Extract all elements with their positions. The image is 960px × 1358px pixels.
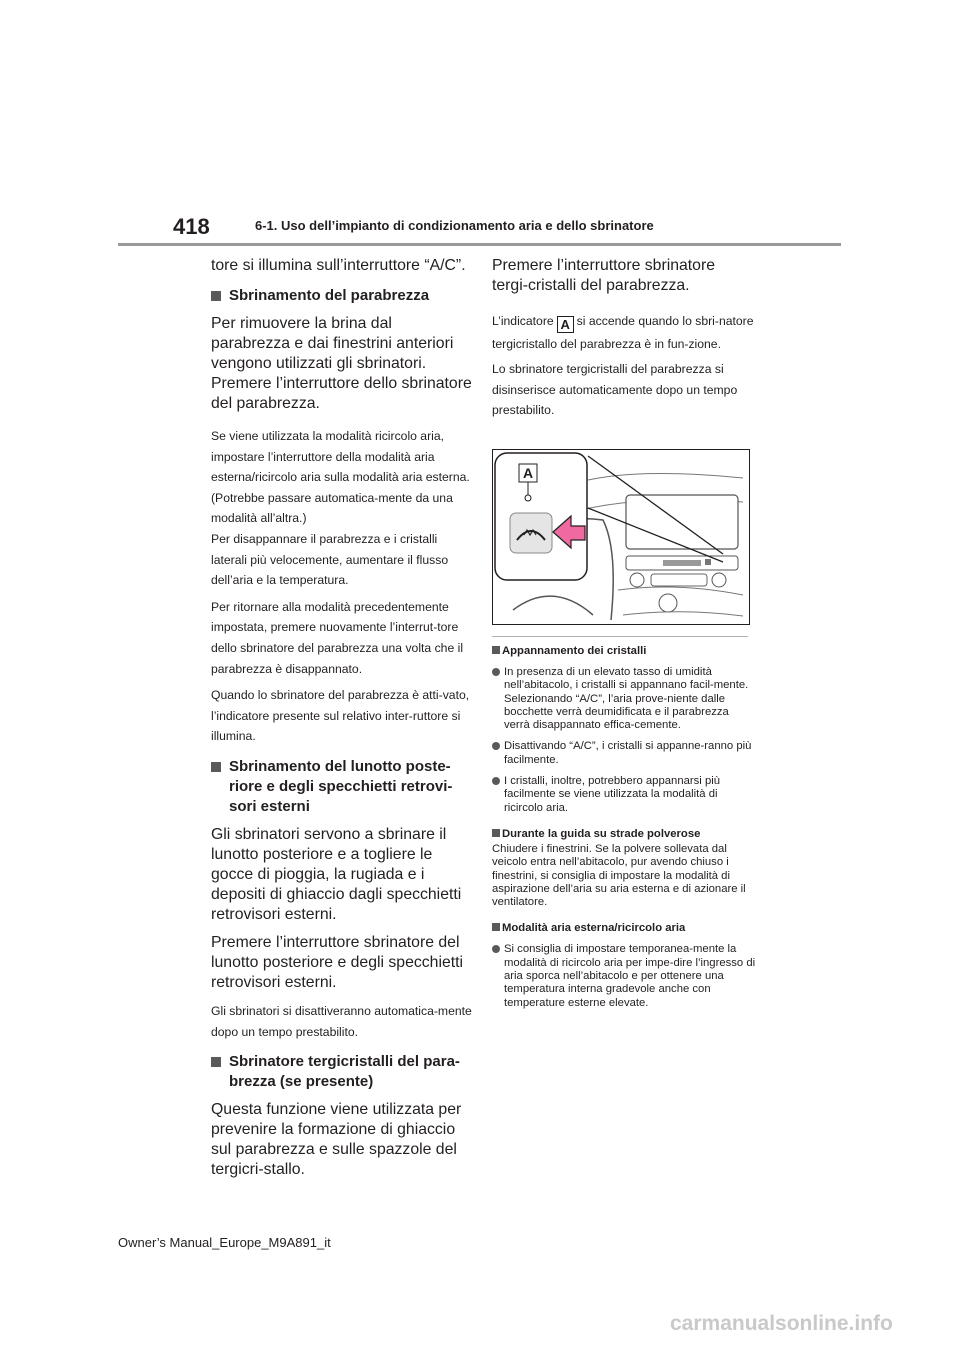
- note-paragraph: Per ritornare alla modalità precedentemente impostata, premere nuovamente l’interrut-tore dello sbrinatore del parabrezza una volta che il parabrezza è disappannato.: [211, 599, 464, 676]
- square-bullet-icon: [492, 646, 500, 654]
- round-bullet-icon: [492, 668, 500, 676]
- body-paragraph: Premere l’interruttore sbrinatore tergi-cristalli del parabrezza.: [492, 257, 715, 294]
- left-column: [211, 256, 473, 1180]
- note-paragraph: Lo sbrinatore tergicristalli del parabrezza si disinserisce automaticamente dopo un tempo prestabilito.: [492, 362, 738, 418]
- note-paragraph: Se viene utilizzata la modalità ricircolo aria, impostare l’interruttore della modalità aria esterna/ricircolo aria sulla modalità aria esterna. (Potrebbe passare automatica-mente da una modalità all’altra.): [211, 429, 470, 526]
- body-paragraph: Premere l’interruttore dello sbrinatore del parabrezza.: [211, 375, 472, 412]
- dashboard-illustration: [492, 449, 750, 625]
- note-paragraph: Chiudere i finestrini. Se la polvere sollevata dal veicolo entra nell’abitacolo, pur avendo chiuso i finestrini, si consiglia di impostare la modalità di aspirazione dell’aria su aria esterna e di azionare il ventilatore.: [492, 842, 746, 909]
- indicator-a-label: A: [557, 316, 574, 333]
- square-bullet-icon: [211, 762, 221, 772]
- section-heading-windshield-defrost: Sbrinamento del parabrezza: [211, 286, 473, 306]
- note-paragraph: Gli sbrinatori si disattiveranno automatica-mente dopo un tempo prestabilito.: [211, 1003, 472, 1039]
- note-paragraph: Per disappannare il parabrezza e i cristalli laterali più velocemente, aumentare il flusso dell’aria e la temperatura.: [211, 531, 449, 588]
- right-column-top: [492, 256, 754, 421]
- body-paragraph: Gli sbrinatori servono a sbrinare il lunotto posteriore e a togliere le gocce di pioggia, la rugiada e i depositi di ghiaccio dagli specchietti retrovisori esterni.: [211, 825, 462, 923]
- round-bullet-icon: [492, 945, 500, 953]
- indicator-note: L’indicatore A si accende quando lo sbri-natore tergicristallo del parabrezza è in fun-zione.: [492, 314, 754, 351]
- header-rule: [118, 243, 841, 246]
- bullet-item: I cristalli, inoltre, potrebbero appannarsi più facilmente se viene utilizzata la modalità di ricircolo aria.: [492, 775, 756, 815]
- chapter-title: 6-1. Uso dell’impianto di condizionamento aria e dello sbrinatore: [255, 218, 654, 233]
- square-bullet-icon: [211, 291, 221, 301]
- bullet-item: In presenza di un elevato tasso di umidità nell’abitacolo, i cristalli si appannano facil-mente. Selezionando “A/C”, l’aria prove-niente dalle bocchette verrà deumidificata e il parabrezza verrà disappannato effica-cemente.: [492, 666, 756, 732]
- footer-text: Owner’s Manual_Europe_M9A891_it: [118, 1235, 331, 1250]
- note-heading-fogging: Appannamento dei cristalli: [492, 644, 756, 658]
- figure-callout-a: A: [522, 465, 534, 481]
- bullet-item: Si consiglia di impostare temporanea-mente la modalità di ricircolo aria per impe-dire l’ingresso di aria sporca nell’abitacolo e per ottenere una temperatura interna gradevole anche con temperature esterne elevate.: [492, 943, 756, 1009]
- figure-divider: [492, 636, 748, 637]
- section-heading-wiper-deicer: Sbrinatore tergicristalli del para-brezza (se presente): [211, 1052, 473, 1092]
- section-heading-rear-defrost: Sbrinamento del lunotto poste-riore e degli specchietti retrovi-sori esterni: [211, 757, 473, 817]
- square-bullet-icon: [492, 829, 500, 837]
- body-paragraph: Questa funzione viene utilizzata per prevenire la formazione di ghiaccio sul parabrezza e sulle spazzole del tergicri-stallo.: [211, 1101, 462, 1179]
- round-bullet-icon: [492, 742, 500, 750]
- body-paragraph: Per rimuovere la brina dal parabrezza e dai finestrini anteriori vengono utilizzati gli sbrinatori.: [211, 315, 454, 372]
- square-bullet-icon: [492, 923, 500, 931]
- watermark: carmanualsonline.info: [670, 1312, 893, 1335]
- body-paragraph: Premere l’interruttore sbrinatore del lunotto posteriore e degli specchietti retrovisori esterni.: [211, 933, 464, 991]
- note-paragraph: Quando lo sbrinatore del parabrezza è atti-vato, l’indicatore presente sul relativo inter-ruttore si illumina.: [211, 688, 470, 744]
- round-bullet-icon: [492, 777, 500, 785]
- bullet-item: Disattivando “A/C”, i cristalli si appanne-ranno più facilmente.: [492, 740, 756, 767]
- intro-paragraph: tore si illumina sull’interruttore “A/C”.: [211, 257, 466, 274]
- square-bullet-icon: [211, 1057, 221, 1067]
- note-heading-dusty-roads: Durante la guida su strade polverose: [492, 827, 756, 841]
- page-number: 418: [173, 214, 210, 239]
- right-column-notes: [492, 644, 756, 1010]
- note-heading-air-mode: Modalità aria esterna/ricircolo aria: [492, 921, 756, 935]
